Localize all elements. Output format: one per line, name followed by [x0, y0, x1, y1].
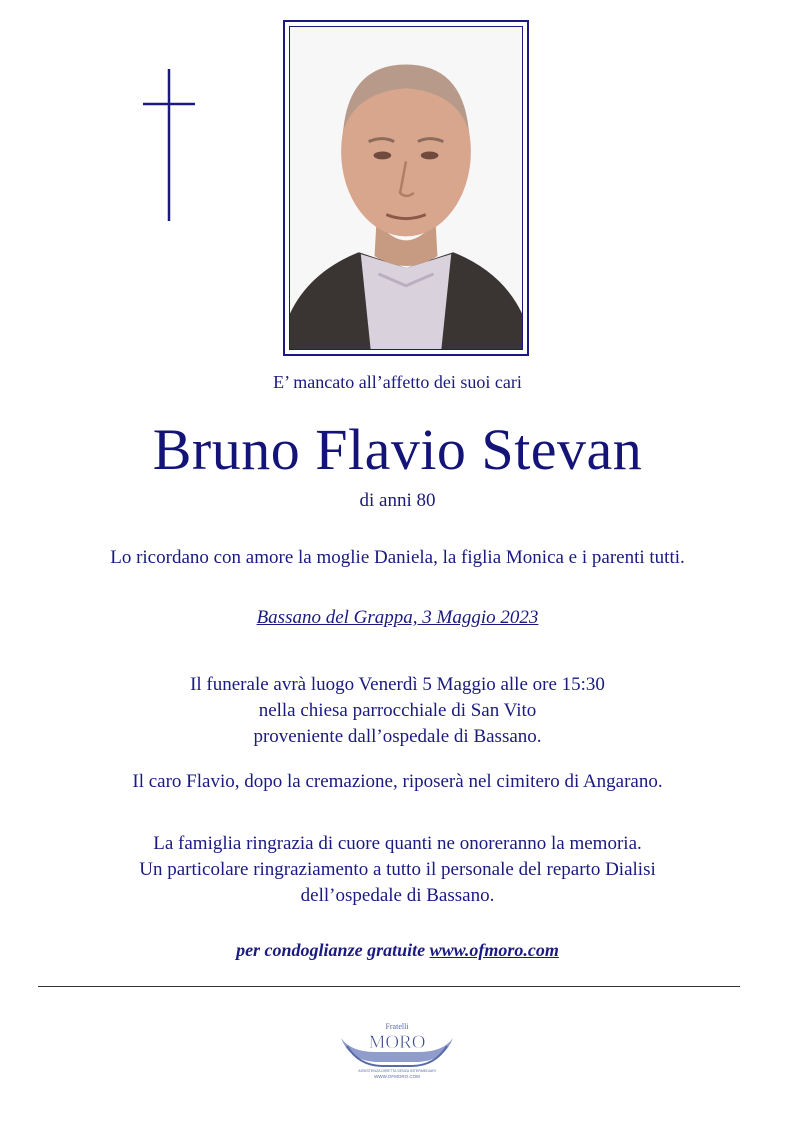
- funeral-line: proveniente dall’ospedale di Bassano.: [253, 726, 542, 747]
- logo-tagline: ASSISTENZA DIRETTA SENZA INTERMEDIARI: [358, 1069, 436, 1073]
- thanks-line: Un particolare ringraziamento a tutto il personale del reparto Dialisi: [139, 859, 656, 880]
- thanks-info: [0, 831, 795, 909]
- thanks-line: dell’ospedale di Bassano.: [300, 885, 495, 906]
- thanks-line: La famiglia ringrazia di cuore quanti ne onoreranno la memoria.: [153, 833, 642, 854]
- funeral-line: Il funerale avrà luogo Venerdì 5 Maggio alle ore 15:30: [190, 674, 605, 695]
- portrait-photo: [289, 26, 523, 350]
- funeral-line: nella chiesa parrocchiale di San Vito: [258, 700, 537, 721]
- logo-top-text: Fratelli: [385, 1022, 409, 1031]
- deceased-name: Bruno Flavio Stevan: [152, 417, 643, 482]
- cremation-text: Il caro Flavio, dopo la cremazione, riposerà nel cimitero di Angarano.: [132, 771, 663, 792]
- intro-text: E’ mancato all’affetto dei suoi cari: [273, 372, 522, 392]
- portrait-frame: [283, 20, 529, 356]
- cross-icon: [143, 69, 195, 221]
- logo-url: WWW.OFMORO.COM: [374, 1074, 420, 1079]
- logo-main-text: MORO: [368, 1032, 426, 1053]
- funeral-info: [0, 672, 795, 750]
- family-text: Lo ricordano con amore la moglie Daniela, la figlia Monica e i parenti tutti.: [110, 547, 685, 568]
- company-logo: [335, 1016, 459, 1080]
- condolences-prefix: per condoglianze gratuite: [236, 940, 426, 960]
- condolences-line: [0, 940, 795, 961]
- condolences-link[interactable]: www.ofmoro.com: [429, 940, 559, 960]
- place-date: Bassano del Grappa, 3 Maggio 2023: [256, 607, 539, 628]
- age-text: di anni 80: [359, 490, 436, 511]
- divider: [38, 986, 740, 987]
